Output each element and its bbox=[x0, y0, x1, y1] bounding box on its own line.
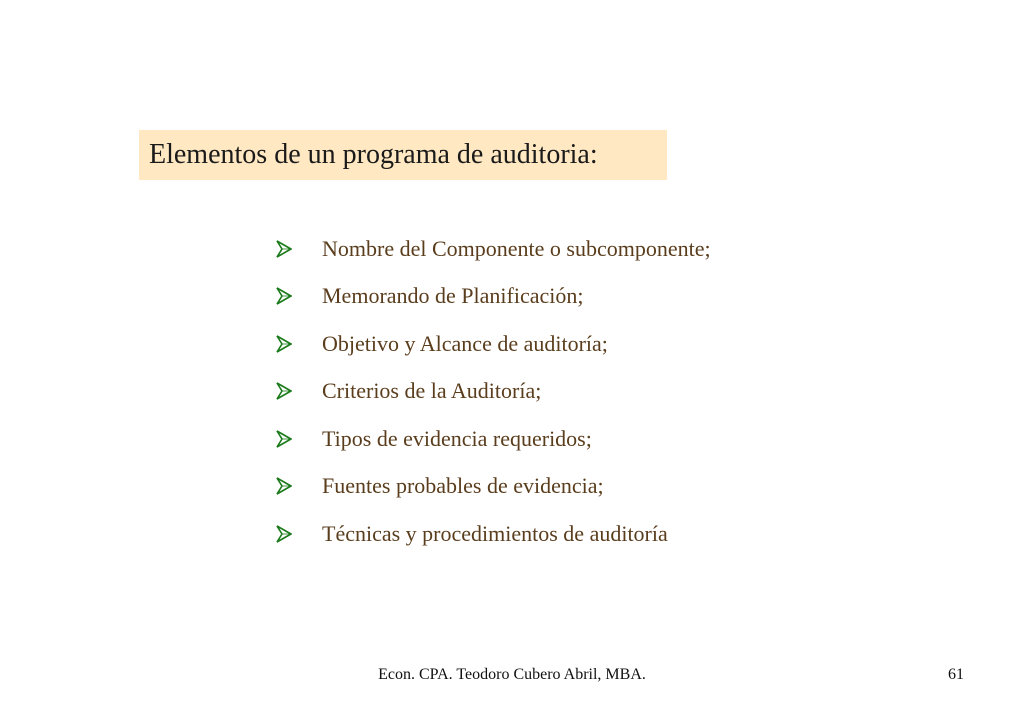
title-box bbox=[139, 130, 667, 180]
list-item bbox=[276, 463, 711, 511]
slide-title: Elementos de un programa de auditoria: bbox=[149, 139, 598, 170]
list-item bbox=[276, 320, 711, 368]
arrowhead-bullet-icon bbox=[276, 477, 322, 495]
bullet-text: Tipos de evidencia requeridos; bbox=[322, 425, 592, 451]
bullet-list bbox=[276, 225, 711, 558]
page-number: 61 bbox=[948, 666, 964, 683]
arrowhead-bullet-icon bbox=[276, 430, 322, 448]
arrowhead-bullet-icon bbox=[276, 335, 322, 353]
arrowhead-bullet-icon bbox=[276, 287, 322, 305]
bullet-text: Objetivo y Alcance de auditoría; bbox=[322, 330, 608, 356]
arrowhead-bullet-icon bbox=[276, 525, 322, 543]
list-item bbox=[276, 273, 711, 321]
bullet-text: Técnicas y procedimientos de auditoría bbox=[322, 520, 668, 546]
list-item bbox=[276, 368, 711, 416]
bullet-text: Criterios de la Auditoría; bbox=[322, 378, 542, 404]
bullet-text: Fuentes probables de evidencia; bbox=[322, 473, 604, 499]
list-item bbox=[276, 415, 711, 463]
bullet-text: Nombre del Componente o subcomponente; bbox=[322, 235, 711, 261]
arrowhead-bullet-icon bbox=[276, 382, 322, 400]
footer-author: Econ. CPA. Teodoro Cubero Abril, MBA. bbox=[378, 666, 646, 683]
list-item bbox=[276, 510, 711, 558]
arrowhead-bullet-icon bbox=[276, 240, 322, 258]
list-item bbox=[276, 225, 711, 273]
bullet-text: Memorando de Planificación; bbox=[322, 283, 584, 309]
